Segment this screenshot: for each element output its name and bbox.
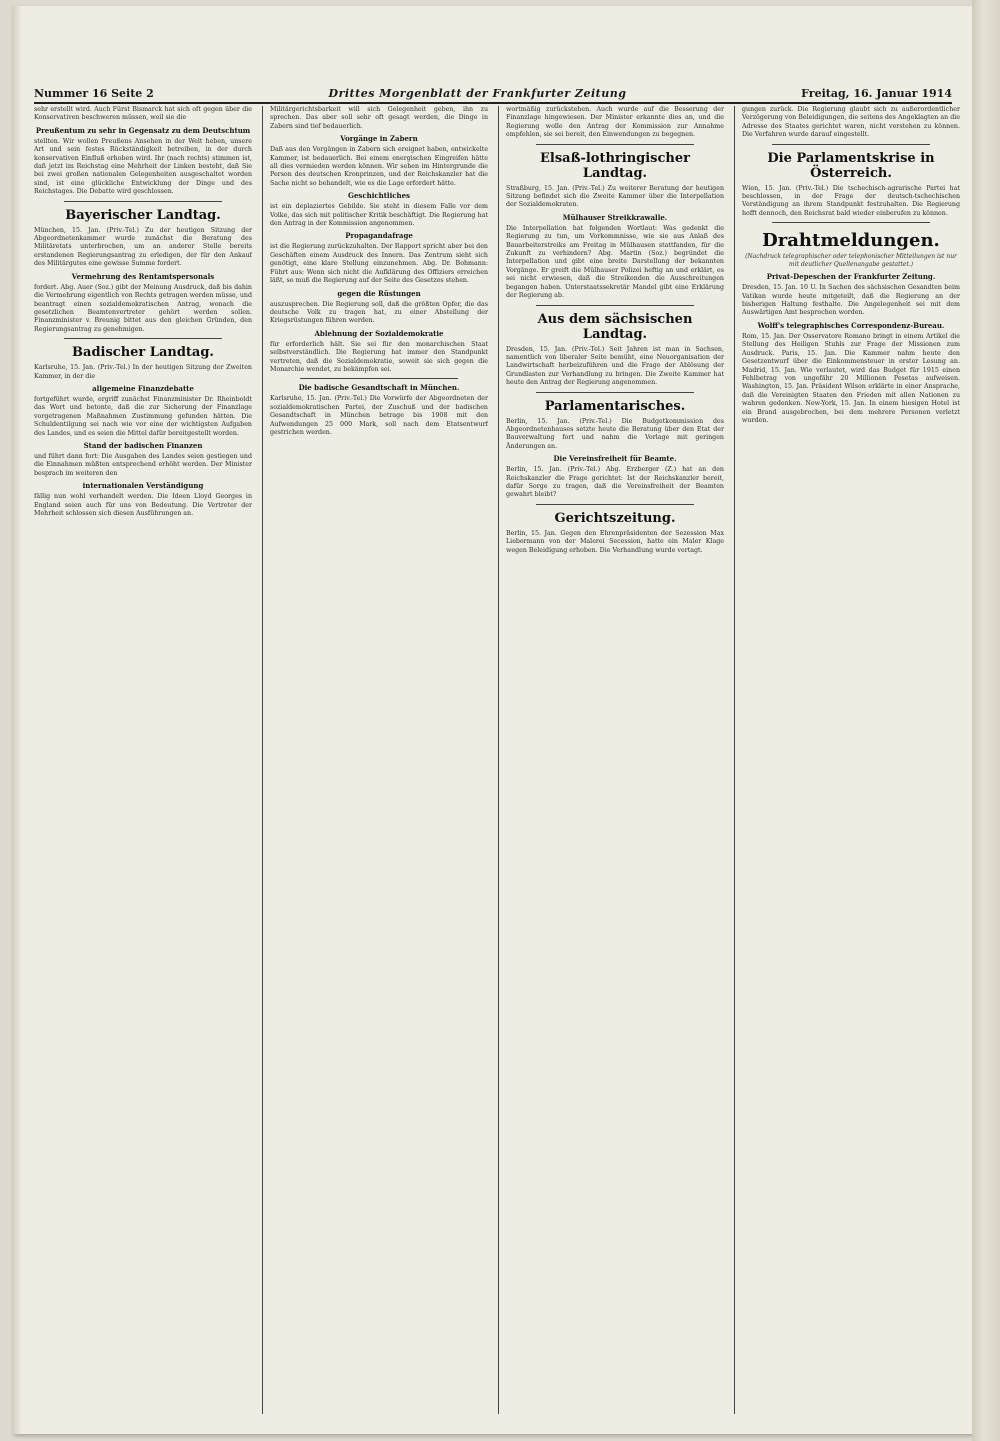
article-text: für erforderlich hält. Sie sei für den monarchischen Staat selbstverständlich. Die Regierung hat immer den Standpunkt vertreten, daß die Sozialdemokratie, soweit sie sich gegen die Monarchie wendet, zu bekämpfen sei. [270,340,488,373]
section-subheading: Ablehnung der Sozialdemokratie [314,328,444,338]
column-rule [262,106,263,1414]
article-text: Militärgerichtsbarkeit will sich Gelegenheit geben, ihn zu sprechen. Das aber soll sehr oft gesagt werden, die Dinge in Zabern sind tief bedauerlich. [270,106,488,130]
section-heading-bavarian-landtag: Bayerischer Landtag. [65,207,221,223]
article-text: ist die Regierung zurückzuhalten. Der Rapport spricht aber bei den Geschäften einem Ausdruck des Innern. Das Zentrum sieht sich genötigt, eine klare Stellung einzunehmen. Abg. Dr. Bohmann: Führt aus: Wenn sich nicht die Aufklärung des Offiziers erreichen läßt, so muß die Regierung auf der Seite des Gesetzes stehen. [270,243,488,285]
article-text: Berlin, 15. Jan. (Priv.-Tel.) Die Budgetkommission des Abgeordnetenhauses setzte heute die Beratung über den Etat der Bauverwaltung fort und nahm die Vorlage mit geringen Änderungen an. [506,417,724,450]
article-text: München, 15. Jan. (Priv.-Tel.) Zu der heutigen Sitzung der Abgeordnetenkammer wurde zunächst die Beratung des Militäretats unterbrochen, um an anderer Stelle bereits erstandenen Regierungsantrag zu erledigen, der für den Ankauf des Militärgutes eine gewisse Summe fordert. [34,226,252,268]
article-text: ist ein deplaziertes Gebilde. Sie steht in diesem Falle vor dem Volke, das sich mit politischer Kritik beschäftigt. Die Regierung hat den Antrag in der Kommission angenommen. [270,203,488,228]
section-subheading: Geschichtliches [347,191,411,201]
divider [536,144,694,145]
divider [772,144,930,145]
divider [300,378,458,379]
article-text: Karlsruhe, 15. Jan. (Priv.-Tel.) In der heutigen Sitzung der Zweiten Kammer, in der die [34,364,252,380]
section-subheading: Stand der badischen Finanzen [83,440,203,450]
page-shading [12,6,22,1434]
article-text: Wien, 15. Jan. (Priv.-Tel.) Die tschechisch-agrarische Partei hat beschlossen, in der Frage der deutsch-tschechischen Verständigung an ihrem Standpunkt festzuhalten. Die Regierung hofft dennoch, den Reichsrat bald wieder einberufen zu können. [742,184,960,217]
reprint-notice: (Nachdruck telegraphischer oder telephonischer Mitteilungen ist nur mit deutlicher Quellenangabe gestattet.) [745,253,957,269]
section-heading-wire-reports: Drahtmeldungen. [762,230,940,252]
article-text: auszusprechen. Die Regierung soll, daß die größten Opfer, die das deutsche Volk zu tragen hat, zu einer Abstellung der Kriegsrüstungen führen werden. [270,300,488,325]
column-rule [498,106,499,1414]
section-subheading: Preußentum zu sehr in Gegensatz zu dem Deutschtum [35,125,251,135]
article-text: Dresden, 15. Jan. 10 U. In Sachen des sächsischen Gesandten beim Vatikan wurde heute mitgeteilt, daß die Regierung an der bisherigen Haltung festhalte. Die Angelegenheit sei mit dem Auswärtigen Amt besprochen worden. [742,284,960,317]
section-subheading: internationalen Verständigung [82,481,204,491]
page-header [34,84,952,104]
article-text: fortgeführt wurde, ergriff zunächst Finanzminister Dr. Rheinboldt das Wort und betonte, daß die zur Sicherung der Finanzlage vorgetragenen Maßnahmen Zustimmung gefunden hätten. Die Schuldentilgung sei nach wie vor eine der wichtigsten Aufgaben des Landes, und es seien die Mittel dafür bereitgestellt worden. [34,395,252,437]
section-subheading: allgemeine Finanzdebatte [92,383,194,393]
divider [536,392,694,393]
header-newspaper-title: Drittes Morgenblatt der Frankfurter Zeitung [328,87,627,100]
column-1 [34,106,252,1422]
divider [536,305,694,306]
column-4 [742,106,960,1422]
section-heading-austria-crisis: Die Parlamentskrise in Österreich. [767,150,935,181]
article-text: sehr erstellt wird. Auch Fürst Bismarck hat sich oft gegen über die Konservativen beschweren müssen, weil sie die [34,106,252,122]
section-heading-parliamentary: Parlamentarisches. [544,398,686,414]
article-text: Die Interpellation hat folgenden Wortlaut: Was gedenkt die Regierung zu tun, um Vorkommnisse, wie sie aus Anlaß des Bauarbeiterstreiks am Freitag in Mülhausen stattfanden, für die Zukunft zu verhindern? Abg. Martin (Soz.) begründet die Interpellation und gibt eine breite Darstellung der bekannten Vorgänge. Er greift die Mülhauser Polizei heftig an und erklärt, es sei nicht erwiesen, daß die Streikenden die Ausschreitungen begangen haben. Unterstaatssekretär Mandel gibt eine Erklärung der Regierung ab. [506,224,724,300]
section-subheading: Vermehrung des Rentamtspersonals [71,271,215,281]
section-subheading: Die badische Gesandtschaft in München. [298,383,460,393]
article-text: fällig nun wohl verhandelt werden. Die Ideen Lloyd Georges in England seien auch für uns von Bedeutung. Die Vertreter der Mehrheit schlossen sich diesen Ausführungen an. [34,493,252,517]
article-text: Karlsruhe, 15. Jan. (Priv.-Tel.) Die Vorwürfe der Abgeordneten der sozialdemokratischen Partei, der Zuschuß und der badischen Gesandtschaft in München betrage bis 1908 mit den Aufwendungen 25 000 Mark, soll nach dem Etatsentwurf gestrichen werden. [270,395,488,436]
article-text: Berlin, 15. Jan. Gegen den Ehrenpräsidenten der Sezession Max Liebermann von der Malerei Secession, hatte ein Maler Klage wegen Beleidigung erhoben. Die Verhandlung wurde vertagt. [506,529,724,554]
divider [772,222,930,223]
section-subheading: gegen die Rüstungen [337,288,421,298]
section-heading-saxon-landtag: Aus dem sächsischen Landtag. [537,311,693,342]
section-heading-alsace-landtag: Elsaß-lothringischer Landtag. [539,150,690,181]
section-subheading: Propagandafrage [345,231,413,241]
article-text: Rom, 15. Jan. Der Osservatore Romano bringt in einem Artikel die Stellung des Heiligen Stuhls zur Frage der Missionen zum Ausdruck. Paris, 15. Jan. Die Kammer nahm heute den Gesetzentwurf über die Einkommensteuer in erster Lesung an. Madrid, 15. Jan. Wie verlautet, wird das Budget für 1915 einen Fehlbetrag von ungefähr 20 Millionen Pesetas aufweisen. Washington, 15. Jan. Präsident Wilson erklärte in einer Ansprache, daß die Vereinigten Staaten den Frieden mit allen Nationen zu wahren gedenken. New-York, 15. Jan. In einem hiesigen Hotel ist ein Brand ausgebrochen, bei dem mehrere Personen verletzt wurden. [742,332,960,424]
section-subheading: Die Vereinsfreiheit für Beamte. [553,454,677,464]
section-subheading: Vorgänge in Zabern [340,134,418,144]
section-subheading: Privat-Depeschen der Frankfurter Zeitung. [766,272,936,282]
article-text: stellten. Wir wollen Preußens Ansehen in der Welt heben, unsere Art und sein festes Rückständigkeit betreiben, in der durch konservativen Einfluß erhoben wird. Ihr (nach rechts) stimmen ist, daß jetzt im Reichstag eine Mehrheit der Linken besteht, daß Sie bei zwei großen nationalen Gelegenheiten ausgeschaltet worden sind, ist eine glückliche Entwicklung der Dinge und des Reichstages. Die Debatte wird geschlossen. [34,137,252,196]
divider [64,201,222,202]
newspaper-page [12,6,972,1434]
article-text: und führt dann fort: Die Ausgaben des Landes seien gestiegen und die Einnahmen müßten entsprechend erhöht werden. Der Minister besprach im weiteren den [34,452,252,477]
section-subheading: Wolff's telegraphisches Correspondenz-Bureau. [757,320,945,330]
divider [536,504,694,505]
section-heading-court-news: Gerichtszeitung. [554,510,676,526]
article-text: fordert. Abg. Auer (Soz.) gibt der Meinung Ausdruck, daß bis dahin die Vermehrung eigentlich von Rechts getragen werden müsse, und beantragt einen sozialdemokratischen Antrag, wonach die gesetzlichen Beamtenvertreter gehört werden sollen. Finanzminister v. Breunig bittet aus den gleichen Gründen, den Regierungsantrag zu genehmigen. [34,283,252,333]
article-text: gungen zurück. Die Regierung glaubt sich zu außerordentlicher Verzögerung von Beleidigungen, die seitens des Angeklagten an die Adresse des Staates gerichtet waren, nicht verstehen zu können. Die Verfahren wurde darauf eingestellt. [742,106,960,139]
header-page-number: Nummer 16 Seite 2 [34,87,154,100]
column-2 [270,106,488,1422]
article-text: Straßburg, 15. Jan. (Priv.-Tel.) Zu weiterer Beratung der heutigen Sitzung befindet sich die Zweite Kammer über die Interpellation der Sozialdemokraten. [506,184,724,209]
page-edge [972,0,1000,1441]
section-heading-baden-landtag: Badischer Landtag. [72,345,214,361]
article-text: Berlin, 15. Jan. (Priv.-Tel.) Abg. Erzberger (Z.) hat an den Reichskanzler die Frage gerichtet: Ist der Reichskanzler bereit, dafür Sorge zu tragen, daß die Vereinsfreiheit der Beamten gewahrt bleibt? [506,466,724,499]
divider [64,338,222,339]
column-rule [734,106,735,1414]
article-text: Daß aus den Vorgängen in Zabern sich ereignet haben, entwickelte Kammer, ist bedauerlich. Bei einem energischen Eingreifen hätte all dies vermieden werden können. Wir sehen im Hintergrunde die Person des deutschen Kronprinzen, und der Reichskanzler hat die Sache nicht so behandelt, wie es die Lage erfordert hätte. [270,146,488,187]
section-subheading: Mülhauser Streikkrawalle. [562,212,668,222]
article-text: wortmäßig zurückstehen. Auch wurde auf die Besserung der Finanzlage hingewiesen. Der Minister erkannte dies an, und die Regierung wolle den Antrag der Kommission zur Annahme empfehlen, sie sei bereit, den Einwendungen zu begegnen. [506,106,724,139]
article-text: Dresden, 15. Jan. (Priv.-Tel.) Seit Jahren ist man in Sachsen, namentlich von liberaler Seite bemüht, eine Neuorganisation der Landwirtschaft herbeizuführen und die Frage der Ablösung der Grundlasten zur Verhandlung zu bringen. Die Zweite Kammer hat heute den Antrag der Regierung angenommen. [506,345,724,387]
column-3 [506,106,724,1422]
header-date: Freitag, 16. Januar 1914 [801,87,952,100]
